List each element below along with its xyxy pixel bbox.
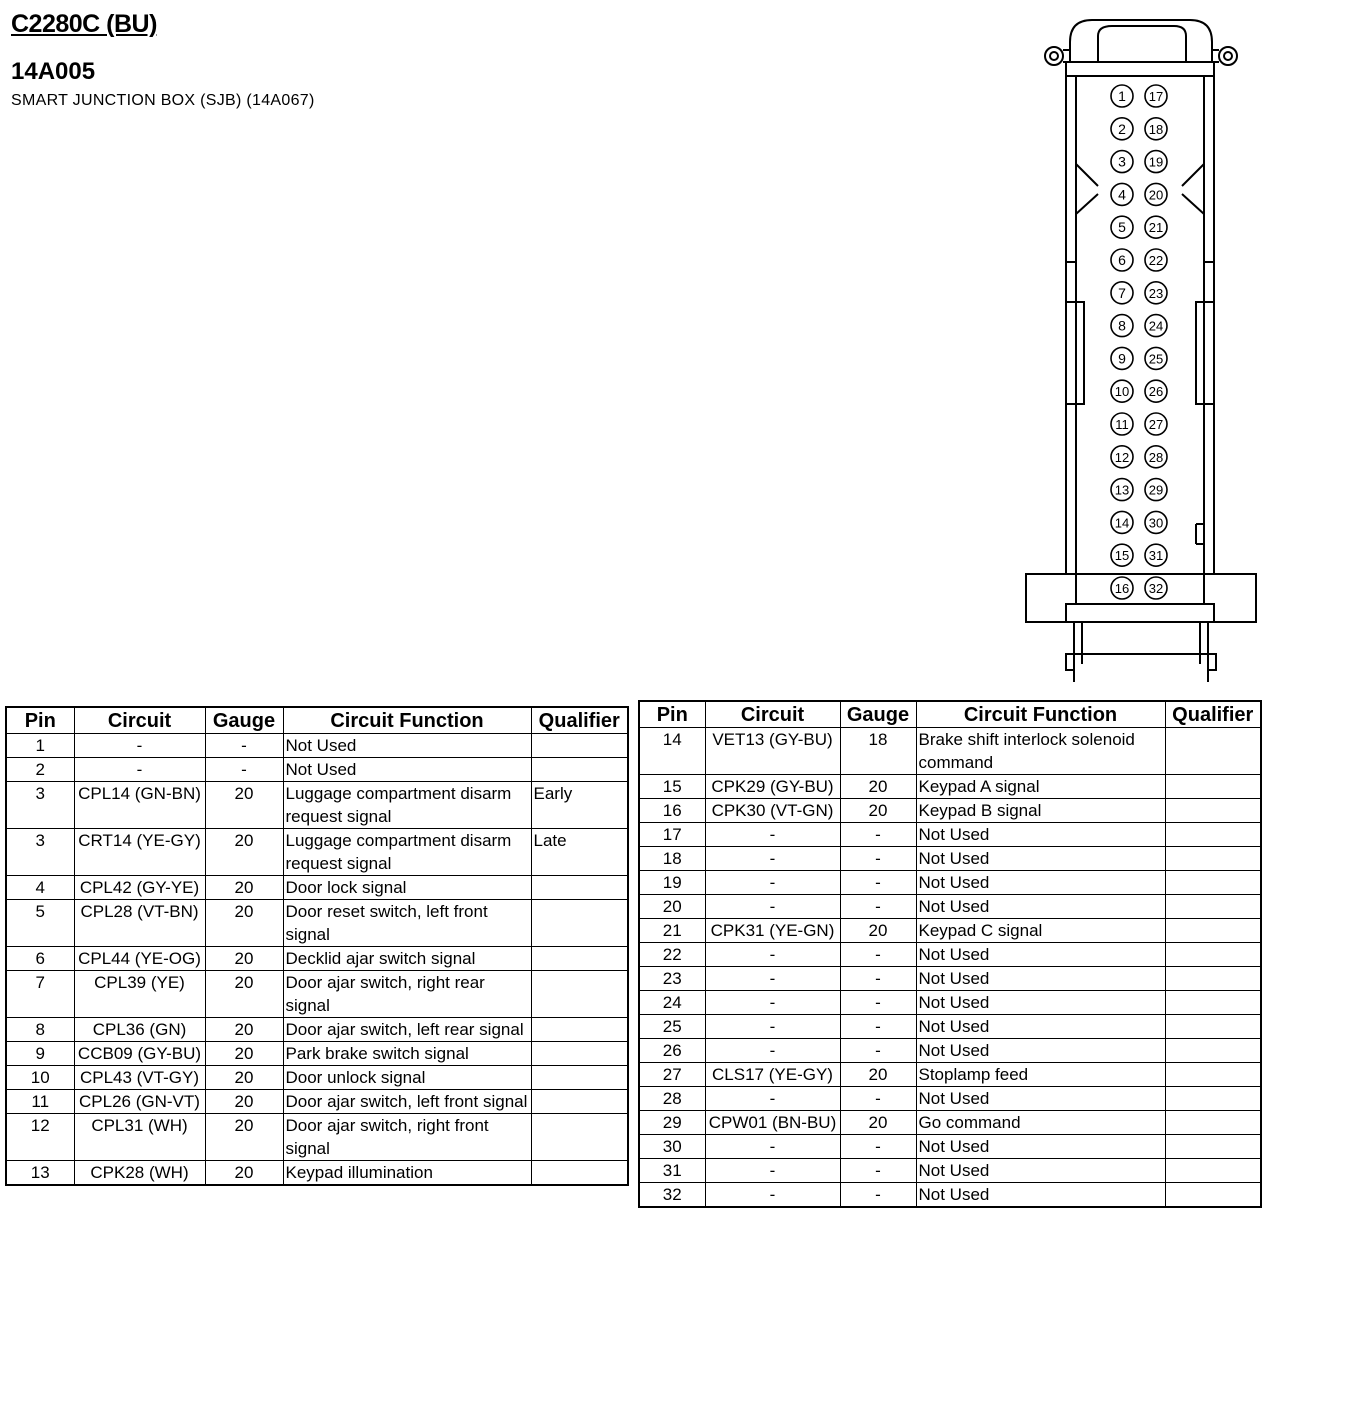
circuit-cell: - — [705, 871, 840, 895]
pin-number-label: 2 — [1118, 120, 1126, 137]
pin-number-label: 14 — [1114, 515, 1130, 531]
gauge-cell: - — [840, 967, 916, 991]
function-cell: Door ajar switch, left rear signal — [283, 1018, 531, 1042]
pin-cell: 21 — [639, 919, 705, 943]
function-cell: Keypad illumination — [283, 1161, 531, 1186]
pin-number-label: 18 — [1148, 121, 1164, 137]
qualifier-cell — [531, 947, 628, 971]
circuit-cell: CPL42 (GY-YE) — [74, 876, 205, 900]
qualifier-cell — [1165, 847, 1261, 871]
gauge-cell: 20 — [205, 900, 283, 947]
qualifier-cell — [1165, 775, 1261, 799]
pin-cell: 20 — [639, 895, 705, 919]
header-gauge: Gauge — [205, 707, 283, 734]
circuit-cell: CPL36 (GN) — [74, 1018, 205, 1042]
table-row — [6, 1066, 628, 1090]
table-row — [639, 967, 1261, 991]
pin-cell: 29 — [639, 1111, 705, 1135]
circuit-cell: CPK29 (GY-BU) — [705, 775, 840, 799]
table-row — [639, 1111, 1261, 1135]
pin-cell: 26 — [639, 1039, 705, 1063]
circuit-cell: - — [705, 1135, 840, 1159]
table-row — [6, 971, 628, 1018]
gauge-cell: 20 — [840, 1063, 916, 1087]
qualifier-cell: Late — [531, 829, 628, 876]
circuit-cell: CLS17 (YE-GY) — [705, 1063, 840, 1087]
circuit-cell: CPK31 (YE-GN) — [705, 919, 840, 943]
qualifier-cell — [531, 1066, 628, 1090]
function-cell: Not Used — [916, 895, 1165, 919]
circuit-cell: CRT14 (YE-GY) — [74, 829, 205, 876]
table-row — [639, 1183, 1261, 1208]
function-cell: Door ajar switch, right rear signal — [283, 971, 531, 1018]
table-row — [6, 1161, 628, 1186]
pin-cell: 24 — [639, 991, 705, 1015]
gauge-cell: 20 — [205, 1090, 283, 1114]
pin-cell: 28 — [639, 1087, 705, 1111]
header-qualifier: Qualifier — [531, 707, 628, 734]
gauge-cell: 20 — [205, 971, 283, 1018]
pin-cell: 11 — [6, 1090, 74, 1114]
pin-cell: 15 — [639, 775, 705, 799]
qualifier-cell — [1165, 1039, 1261, 1063]
pin-number-label: 21 — [1148, 220, 1164, 236]
pin-cell: 9 — [6, 1042, 74, 1066]
qualifier-cell — [1165, 1111, 1261, 1135]
circuit-cell: - — [705, 1183, 840, 1208]
pin-number-label: 28 — [1148, 449, 1164, 465]
function-cell: Brake shift interlock solenoid command — [916, 728, 1165, 775]
gauge-cell: - — [840, 991, 916, 1015]
header-circuit: Circuit — [705, 701, 840, 728]
function-cell: Keypad A signal — [916, 775, 1165, 799]
qualifier-cell — [1165, 1087, 1261, 1111]
gauge-cell: - — [840, 1159, 916, 1183]
part-number: 14A005 — [11, 58, 96, 85]
gauge-cell: 20 — [840, 919, 916, 943]
table-row — [6, 1090, 628, 1114]
pin-number-label: 6 — [1118, 252, 1126, 268]
pin-cell: 6 — [6, 947, 74, 971]
pin-number-label: 19 — [1148, 154, 1164, 170]
qualifier-cell — [1165, 1015, 1261, 1039]
pin-cell: 18 — [639, 847, 705, 871]
qualifier-cell — [531, 876, 628, 900]
table-row — [639, 823, 1261, 847]
function-cell: Not Used — [916, 847, 1165, 871]
pin-number-label: 3 — [1118, 153, 1126, 170]
circuit-cell: CPK28 (WH) — [74, 1161, 205, 1186]
gauge-cell: 20 — [205, 1066, 283, 1090]
function-cell: Not Used — [916, 1135, 1165, 1159]
function-cell: Door ajar switch, left front signal — [283, 1090, 531, 1114]
pin-cell: 7 — [6, 971, 74, 1018]
component-description: SMART JUNCTION BOX (SJB) (14A067) — [11, 92, 315, 109]
function-cell: Not Used — [916, 1015, 1165, 1039]
pin-number-label: 27 — [1148, 417, 1164, 432]
pin-number-label: 32 — [1148, 581, 1164, 596]
function-cell: Park brake switch signal — [283, 1042, 531, 1066]
circuit-cell: CCB09 (GY-BU) — [74, 1042, 205, 1066]
qualifier-cell — [531, 1090, 628, 1114]
pin-number-label: 25 — [1148, 351, 1164, 367]
header-pin: Pin — [639, 701, 705, 728]
gauge-cell: 20 — [205, 782, 283, 829]
function-cell: Not Used — [916, 871, 1165, 895]
circuit-cell: - — [705, 1159, 840, 1183]
function-cell: Door lock signal — [283, 876, 531, 900]
circuit-cell: CPL26 (GN-VT) — [74, 1090, 205, 1114]
qualifier-cell — [1165, 823, 1261, 847]
function-cell: Keypad B signal — [916, 799, 1165, 823]
pin-number-label: 7 — [1118, 284, 1126, 301]
connector-face-diagram — [1022, 14, 1262, 686]
gauge-cell: - — [840, 1135, 916, 1159]
table-header-row — [639, 701, 1261, 728]
pin-cell: 14 — [639, 728, 705, 775]
header-pin: Pin — [6, 707, 74, 734]
pin-number-label: 11 — [1115, 417, 1129, 432]
table-header-row — [6, 707, 628, 734]
qualifier-cell — [531, 734, 628, 758]
pin-number-label: 26 — [1148, 384, 1164, 400]
pin-number-label: 16 — [1114, 581, 1130, 596]
pin-number-label: 4 — [1118, 186, 1126, 203]
pin-number-label: 9 — [1118, 350, 1126, 367]
qualifier-cell — [531, 1042, 628, 1066]
qualifier-cell — [531, 900, 628, 947]
pinout-table-right — [638, 700, 1262, 1208]
circuit-cell: - — [705, 1039, 840, 1063]
gauge-cell: - — [205, 758, 283, 782]
circuit-cell: - — [705, 1015, 840, 1039]
pin-number-label: 10 — [1114, 384, 1130, 400]
table-row — [6, 829, 628, 876]
circuit-cell: - — [705, 991, 840, 1015]
pin-cell: 23 — [639, 967, 705, 991]
table-row — [639, 847, 1261, 871]
function-cell: Not Used — [916, 943, 1165, 967]
table-row — [6, 947, 628, 971]
gauge-cell: 20 — [205, 1161, 283, 1186]
table-row — [639, 1063, 1261, 1087]
table-row — [639, 1087, 1261, 1111]
gauge-cell: - — [840, 895, 916, 919]
gauge-cell: 20 — [205, 829, 283, 876]
gauge-cell: - — [840, 1183, 916, 1208]
table-row — [6, 1114, 628, 1161]
header-circuit: Circuit — [74, 707, 205, 734]
header-gauge: Gauge — [840, 701, 916, 728]
circuit-cell: - — [705, 895, 840, 919]
table-row — [6, 1018, 628, 1042]
gauge-cell: 20 — [205, 876, 283, 900]
qualifier-cell — [531, 1114, 628, 1161]
qualifier-cell — [1165, 1183, 1261, 1208]
gauge-cell: - — [840, 1015, 916, 1039]
gauge-cell: 18 — [840, 728, 916, 775]
pin-cell: 31 — [639, 1159, 705, 1183]
qualifier-cell — [1165, 871, 1261, 895]
function-cell: Keypad C signal — [916, 919, 1165, 943]
table-row — [639, 775, 1261, 799]
pin-number-label: 31 — [1148, 548, 1164, 564]
qualifier-cell — [1165, 895, 1261, 919]
function-cell: Not Used — [916, 1159, 1165, 1183]
function-cell: Not Used — [916, 1087, 1165, 1111]
pin-cell: 12 — [6, 1114, 74, 1161]
pin-number-label: 29 — [1148, 482, 1164, 498]
circuit-cell: - — [705, 967, 840, 991]
gauge-cell: - — [840, 1039, 916, 1063]
pin-number-label: 5 — [1118, 219, 1126, 236]
gauge-cell: 20 — [205, 1042, 283, 1066]
header-qualifier: Qualifier — [1165, 701, 1261, 728]
qualifier-cell — [1165, 967, 1261, 991]
pin-number-label: 20 — [1148, 187, 1164, 203]
pin-cell: 5 — [6, 900, 74, 947]
function-cell: Not Used — [916, 1039, 1165, 1063]
function-cell: Go command — [916, 1111, 1165, 1135]
circuit-cell: CPW01 (BN-BU) — [705, 1111, 840, 1135]
pin-number-label: 12 — [1114, 449, 1130, 465]
function-cell: Door ajar switch, right front signal — [283, 1114, 531, 1161]
table-row — [6, 1042, 628, 1066]
gauge-cell: 20 — [205, 1114, 283, 1161]
qualifier-cell — [1165, 991, 1261, 1015]
pin-cell: 4 — [6, 876, 74, 900]
gauge-cell: 20 — [205, 1018, 283, 1042]
pin-cell: 16 — [639, 799, 705, 823]
table-row — [6, 758, 628, 782]
circuit-cell: CPL44 (YE-OG) — [74, 947, 205, 971]
table-row — [639, 895, 1261, 919]
gauge-cell: 20 — [205, 947, 283, 971]
gauge-cell: 20 — [840, 1111, 916, 1135]
qualifier-cell — [1165, 1159, 1261, 1183]
table-row — [639, 919, 1261, 943]
circuit-cell: VET13 (GY-BU) — [705, 728, 840, 775]
table-row — [6, 900, 628, 947]
pin-cell: 10 — [6, 1066, 74, 1090]
circuit-cell: - — [74, 758, 205, 782]
circuit-cell: - — [705, 847, 840, 871]
function-cell: Door unlock signal — [283, 1066, 531, 1090]
header-function: Circuit Function — [916, 701, 1165, 728]
pin-cell: 17 — [639, 823, 705, 847]
qualifier-cell — [1165, 1063, 1261, 1087]
circuit-cell: CPK30 (VT-GN) — [705, 799, 840, 823]
circuit-cell: - — [74, 734, 205, 758]
gauge-cell: - — [840, 871, 916, 895]
table-row — [6, 876, 628, 900]
qualifier-cell — [531, 1018, 628, 1042]
function-cell: Door reset switch, left front signal — [283, 900, 531, 947]
table-row — [6, 782, 628, 829]
pin-cell: 19 — [639, 871, 705, 895]
pin-number-label: 15 — [1114, 548, 1130, 564]
gauge-cell: 20 — [840, 799, 916, 823]
table-row — [639, 799, 1261, 823]
pin-cell: 30 — [639, 1135, 705, 1159]
qualifier-cell — [1165, 728, 1261, 775]
circuit-cell: CPL43 (VT-GY) — [74, 1066, 205, 1090]
table-row — [639, 1039, 1261, 1063]
gauge-cell: - — [840, 943, 916, 967]
qualifier-cell — [1165, 919, 1261, 943]
pin-number-label: 1 — [1118, 88, 1126, 104]
pin-cell: 27 — [639, 1063, 705, 1087]
table-row — [639, 728, 1261, 775]
circuit-cell: CPL39 (YE) — [74, 971, 205, 1018]
gauge-cell: - — [840, 847, 916, 871]
qualifier-cell — [531, 758, 628, 782]
pin-cell: 32 — [639, 1183, 705, 1208]
gauge-cell: - — [840, 1087, 916, 1111]
pin-cell: 25 — [639, 1015, 705, 1039]
table-row — [639, 943, 1261, 967]
pin-cell: 1 — [6, 734, 74, 758]
pin-cell: 13 — [6, 1161, 74, 1186]
function-cell: Not Used — [283, 758, 531, 782]
qualifier-cell — [1165, 943, 1261, 967]
qualifier-cell — [531, 971, 628, 1018]
pin-number-label: 17 — [1148, 89, 1164, 104]
qualifier-cell — [531, 1161, 628, 1186]
qualifier-cell — [1165, 799, 1261, 823]
function-cell: Not Used — [916, 823, 1165, 847]
circuit-cell: CPL28 (VT-BN) — [74, 900, 205, 947]
function-cell: Luggage compartment disarm request signal — [283, 829, 531, 876]
circuit-cell: CPL31 (WH) — [74, 1114, 205, 1161]
table-row — [639, 871, 1261, 895]
function-cell: Not Used — [916, 967, 1165, 991]
table-row — [6, 734, 628, 758]
circuit-cell: - — [705, 1087, 840, 1111]
pin-cell: 3 — [6, 829, 74, 876]
pin-number-label: 23 — [1148, 285, 1164, 301]
circuit-cell: - — [705, 943, 840, 967]
table-row — [639, 1015, 1261, 1039]
function-cell: Stoplamp feed — [916, 1063, 1165, 1087]
function-cell: Not Used — [283, 734, 531, 758]
pin-number-label: 8 — [1118, 317, 1126, 334]
qualifier-cell: Early — [531, 782, 628, 829]
gauge-cell: - — [840, 823, 916, 847]
pin-cell: 22 — [639, 943, 705, 967]
table-row — [639, 1135, 1261, 1159]
qualifier-cell — [1165, 1135, 1261, 1159]
table-row — [639, 991, 1261, 1015]
pin-cell: 2 — [6, 758, 74, 782]
pin-number-label: 30 — [1148, 515, 1164, 531]
header-function: Circuit Function — [283, 707, 531, 734]
pin-cell: 8 — [6, 1018, 74, 1042]
pin-number-label: 13 — [1114, 482, 1130, 498]
circuit-cell: - — [705, 823, 840, 847]
pin-cell: 3 — [6, 782, 74, 829]
table-row — [639, 1159, 1261, 1183]
pin-number-label: 22 — [1148, 253, 1164, 268]
gauge-cell: 20 — [840, 775, 916, 799]
function-cell: Not Used — [916, 1183, 1165, 1208]
function-cell: Not Used — [916, 991, 1165, 1015]
connector-title: C2280C (BU) — [11, 10, 157, 38]
pin-number-label: 24 — [1148, 318, 1164, 334]
circuit-cell: CPL14 (GN-BN) — [74, 782, 205, 829]
gauge-cell: - — [205, 734, 283, 758]
function-cell: Decklid ajar switch signal — [283, 947, 531, 971]
function-cell: Luggage compartment disarm request signal — [283, 782, 531, 829]
pinout-table-left — [5, 706, 629, 1186]
